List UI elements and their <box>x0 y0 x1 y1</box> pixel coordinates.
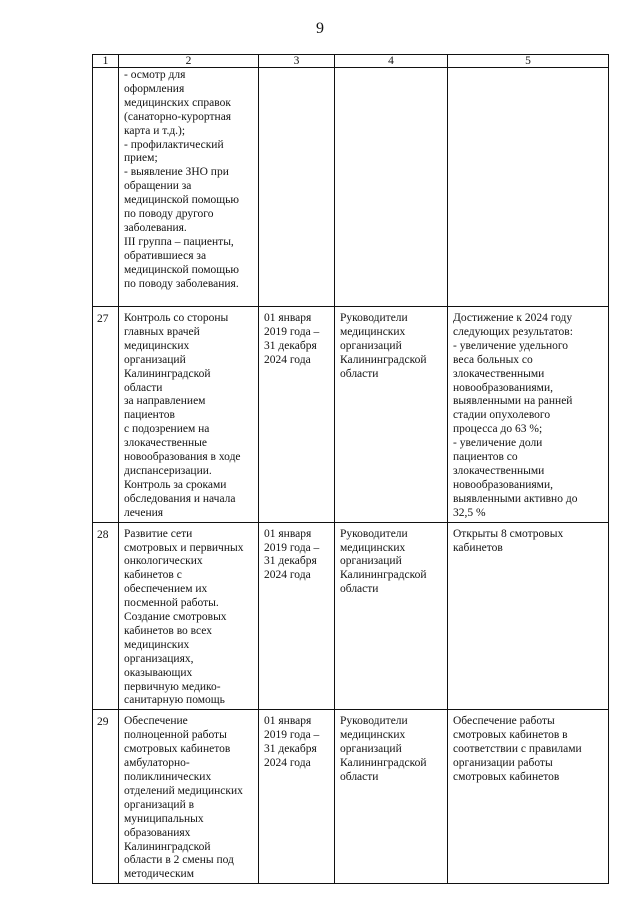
page-number: 9 <box>316 20 324 37</box>
table-row-continuation <box>93 68 609 307</box>
result-cell <box>448 68 609 307</box>
responsible-cell: Руководители медицинских организаций Калининградской области <box>335 307 448 523</box>
period-cell: 01 января 2019 года – 31 декабря 2024 года <box>259 522 335 710</box>
activities-table <box>92 54 609 884</box>
period-cell: 01 января 2019 года – 31 декабря 2024 года <box>259 307 335 523</box>
activity-cell: - осмотр для оформления медицинских справок (санаторно-курортная карта и т.д.); - профилактический прием; - выявление ЗНО при обращении за медицинской помощью по поводу другого заболевания. III группа – пациенты, обратившиеся за медицинской помощью по поводу заболевания. <box>119 68 259 307</box>
activity-cell: Контроль со стороны главных врачей медицинских организаций Калининградской области за направлением пациентов с подозрением на злокачественные новообразования в ходе диспансеризации. Контроль за сроками обследования и начала лечения <box>119 307 259 523</box>
row-number <box>93 68 119 307</box>
row-number: 28 <box>93 522 119 710</box>
row-number: 29 <box>93 710 119 884</box>
table-row <box>93 522 609 710</box>
table-row <box>93 307 609 523</box>
row-number: 27 <box>93 307 119 523</box>
result-cell: Обеспечение работы смотровых кабинетов в соответствии с правилами организации работы смотровых кабинетов <box>448 710 609 884</box>
responsible-cell: Руководители медицинских организаций Калининградской области <box>335 522 448 710</box>
responsible-cell: Руководители медицинских организаций Калининградской области <box>335 710 448 884</box>
header-col-4: 4 <box>335 55 448 68</box>
table-row <box>93 710 609 884</box>
period-cell: 01 января 2019 года – 31 декабря 2024 года <box>259 710 335 884</box>
header-col-5: 5 <box>448 55 609 68</box>
result-cell: Открыты 8 смотровых кабинетов <box>448 522 609 710</box>
activity-cell: Развитие сети смотровых и первичных онкологических кабинетов с обеспечением их посменной работы. Создание смотровых кабинетов во всех медицинских организациях, оказывающих первичную медико- санитарную помощь <box>119 522 259 710</box>
period-cell <box>259 68 335 307</box>
header-col-2: 2 <box>119 55 259 68</box>
header-col-1: 1 <box>93 55 119 68</box>
responsible-cell <box>335 68 448 307</box>
activity-cell: Обеспечение полноценной работы смотровых кабинетов амбулаторно- поликлинических отделений медицинских организаций в муниципальных образованиях Калининградской области в 2 смены под методическим <box>119 710 259 884</box>
header-col-3: 3 <box>259 55 335 68</box>
table-header-row <box>93 55 609 68</box>
result-cell: Достижение к 2024 году следующих результатов: - увеличение удельного веса больных со злокачественными новообразованиями, выявленными на ранней стадии опухолевого процесса до 63 %; - увеличение доли пациентов со злокачественными новообразованиями, выявленными активно до 32,5 % <box>448 307 609 523</box>
